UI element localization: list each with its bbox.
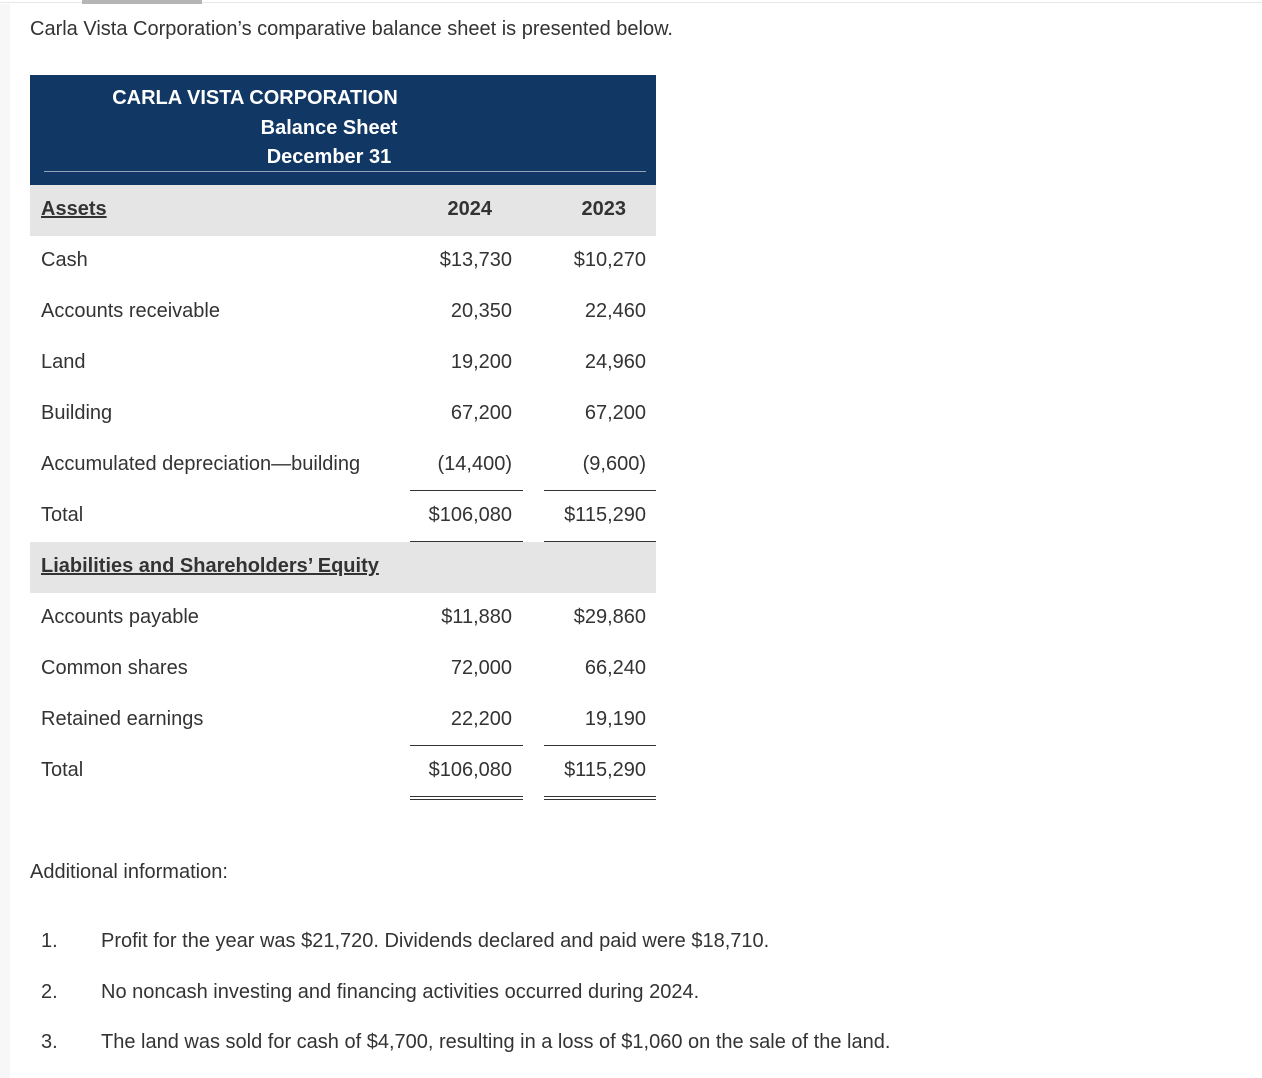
value-2024: 20,350	[450, 300, 512, 322]
total-double-rule	[544, 796, 656, 797]
header-rule	[44, 171, 646, 172]
value-2023: $115,290	[564, 759, 646, 781]
table-row	[30, 644, 656, 695]
list-item-text: Profit for the year was $21,720. Dividends declared and paid were $18,710.	[101, 930, 770, 952]
value-2024: 19,200	[450, 351, 512, 373]
list-item-text: No noncash investing and financing activities occurred during 2024.	[101, 981, 700, 1003]
table-row	[30, 593, 656, 644]
row-label: Building	[41, 402, 113, 424]
table-row	[30, 236, 656, 287]
left-margin-strip	[0, 4, 10, 1078]
table-row	[30, 338, 656, 389]
row-label: Common shares	[41, 657, 188, 679]
table-row	[30, 287, 656, 338]
list-item-text: The land was sold for cash of $4,700, resulting in a loss of $1,060 on the sale of the land.	[101, 1031, 891, 1053]
value-2023: 67,200	[584, 402, 646, 424]
value-2023: $115,290	[564, 504, 646, 526]
table-row	[30, 389, 656, 440]
assets-heading: Assets	[41, 198, 107, 220]
statement-title: Balance Sheet	[260, 117, 398, 139]
liabilities-header-row	[30, 542, 656, 593]
total-double-rule	[410, 796, 523, 797]
value-2024: $106,080	[428, 504, 512, 526]
row-label: Total	[41, 759, 84, 781]
list-item-number: 2.	[41, 981, 58, 1003]
table-row	[30, 440, 656, 491]
top-tab-indicator	[82, 0, 202, 4]
assets-total-row	[30, 491, 656, 542]
row-label: Accumulated depreciation—building	[41, 453, 361, 475]
value-2023: 22,460	[584, 300, 646, 322]
year-2023-heading: 2023	[581, 198, 626, 220]
row-label: Land	[41, 351, 86, 373]
assets-header-row	[30, 185, 656, 236]
value-2023: 19,190	[584, 708, 646, 730]
row-label: Accounts receivable	[41, 300, 220, 322]
year-2024-heading: 2024	[447, 198, 492, 220]
value-2023: 66,240	[584, 657, 646, 679]
value-2023: (9,600)	[582, 453, 646, 475]
liabilities-total-row	[30, 746, 656, 797]
table-row	[30, 695, 656, 746]
row-label: Retained earnings	[41, 708, 204, 730]
value-2024: 72,000	[450, 657, 512, 679]
row-label: Cash	[41, 249, 88, 271]
value-2024: 22,200	[450, 708, 512, 730]
list-item-number: 1.	[41, 930, 58, 952]
value-2023: $10,270	[573, 249, 646, 271]
balance-sheet-header	[30, 75, 656, 185]
liabilities-heading: Liabilities and Shareholders’ Equity	[41, 555, 379, 577]
value-2024: (14,400)	[437, 453, 512, 475]
additional-info-heading: Additional information:	[30, 861, 228, 883]
value-2024: $106,080	[428, 759, 512, 781]
list-item-number: 3.	[41, 1031, 58, 1053]
balance-sheet	[30, 75, 656, 797]
value-2024: 67,200	[450, 402, 512, 424]
row-label: Total	[41, 504, 84, 526]
value-2023: 24,960	[584, 351, 646, 373]
statement-date: December 31	[266, 146, 392, 168]
company-name: CARLA VISTA CORPORATION	[112, 87, 398, 109]
intro-text: Carla Vista Corporation’s comparative balance sheet is presented below.	[30, 18, 673, 40]
value-2024: $11,880	[441, 606, 512, 628]
row-label: Accounts payable	[41, 606, 199, 628]
value-2024: $13,730	[439, 249, 512, 271]
value-2023: $29,860	[573, 606, 646, 628]
